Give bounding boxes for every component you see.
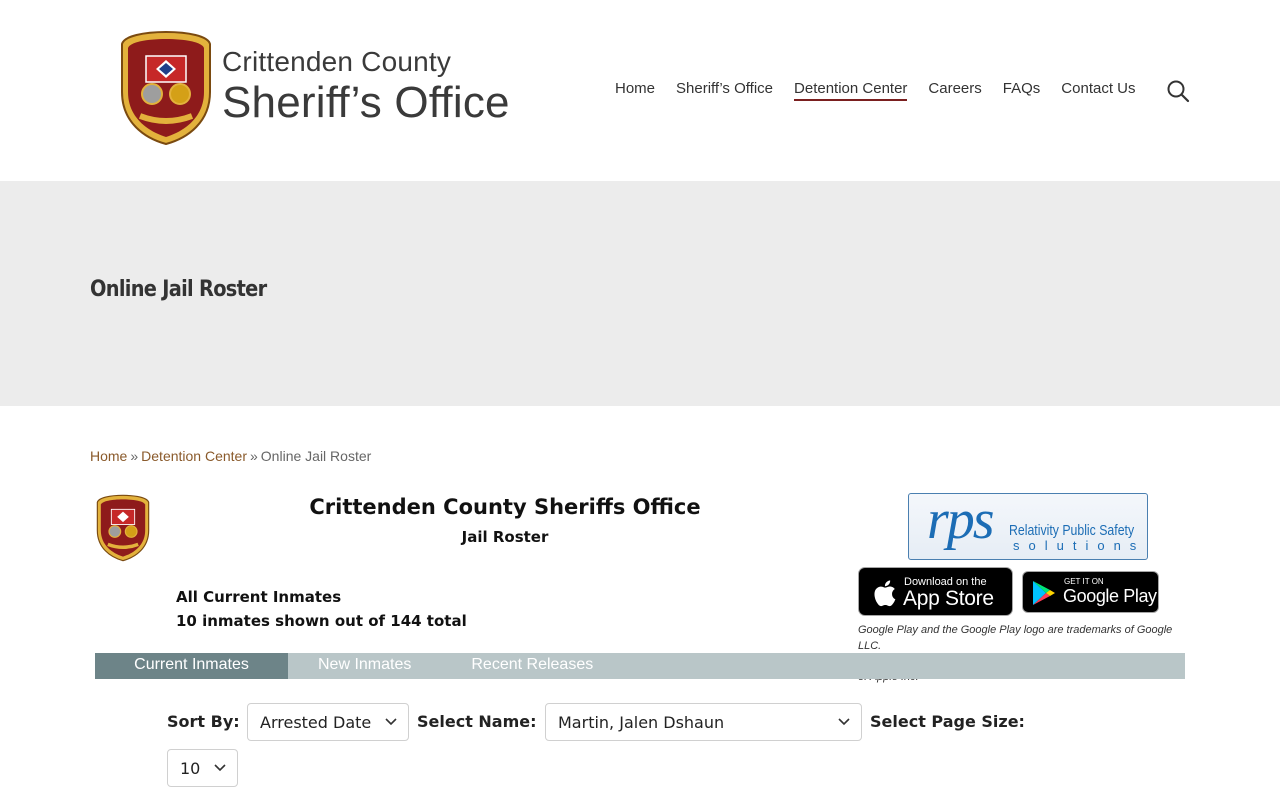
rps-logo-line2: solutions <box>1013 538 1146 553</box>
google-play-button[interactable] <box>1022 571 1159 613</box>
page-size-label: Select Page Size: <box>870 712 1025 731</box>
search-icon[interactable] <box>1166 79 1190 103</box>
nav-sheriffs-office[interactable]: Sheriff’s Office <box>676 80 774 97</box>
roster-tabs <box>95 653 1185 679</box>
nav-careers[interactable]: Careers <box>928 80 982 97</box>
rps-logo-line1: Relativity Public Safety <box>1009 522 1135 539</box>
breadcrumb <box>90 448 371 464</box>
breadcrumb-home[interactable]: Home <box>90 448 128 464</box>
breadcrumb-current: Online Jail Roster <box>260 448 372 464</box>
app-store-big-text: App Store <box>903 587 994 610</box>
roster-subtitle: Jail Roster <box>461 528 549 546</box>
breadcrumb-detention-center[interactable]: Detention Center <box>141 448 247 464</box>
app-store-button[interactable] <box>858 567 1013 616</box>
sort-by-select[interactable] <box>247 703 409 741</box>
inmate-filter-label: All Current Inmates <box>176 588 342 606</box>
page-hero <box>0 181 1280 406</box>
tab-current-inmates[interactable]: Current Inmates <box>95 653 288 679</box>
sort-by-label: Sort By: <box>167 712 240 731</box>
tab-new-inmates[interactable]: New Inmates <box>318 656 412 673</box>
sort-by-value: Arrested Date <box>260 713 372 732</box>
site-logo-link[interactable] <box>118 30 508 150</box>
logo-text-line1: Crittenden County <box>222 46 452 77</box>
main-nav <box>615 80 1157 101</box>
site-header <box>0 0 1280 181</box>
google-trademark-notice: Google Play and the Google Play logo are trademarks of Google LLC. <box>858 624 1173 652</box>
breadcrumb-separator: » <box>130 448 139 464</box>
sheriff-badge-small-icon <box>95 494 151 562</box>
breadcrumb-separator: » <box>250 448 258 464</box>
page-title: Online Jail Roster <box>90 277 267 302</box>
app-store-small-text: Download on the <box>904 576 987 588</box>
page-size-value: 10 <box>180 759 201 778</box>
select-name-value: Martin, Jalen Dshaun <box>558 713 725 732</box>
rps-logo-mark: rps <box>927 493 993 551</box>
select-name-label: Select Name: <box>417 712 537 731</box>
nav-faqs[interactable]: FAQs <box>1002 80 1041 97</box>
nav-contact-us[interactable]: Contact Us <box>1061 80 1136 97</box>
chevron-down-icon <box>837 714 851 728</box>
roster-title: Crittenden County Sheriffs Office <box>309 495 701 519</box>
nav-home[interactable]: Home <box>615 80 656 97</box>
chevron-down-icon <box>213 760 227 774</box>
rps-logo[interactable] <box>908 493 1148 560</box>
google-play-small-text: GET IT ON <box>1064 577 1104 586</box>
google-play-icon <box>1032 580 1056 606</box>
page-size-select[interactable] <box>167 749 238 787</box>
chevron-down-icon <box>384 714 398 728</box>
apple-icon <box>871 578 897 608</box>
select-name-select[interactable] <box>545 703 862 741</box>
google-play-big-text: Google Play <box>1063 586 1157 606</box>
logo-text-line2: Sheriff’s Office <box>222 78 510 127</box>
sheriff-badge-icon <box>118 30 214 146</box>
tab-recent-releases[interactable]: Recent Releases <box>471 656 594 673</box>
nav-detention-center[interactable]: Detention Center <box>794 80 907 101</box>
inmate-count: 10 inmates shown out of 144 total <box>176 612 467 630</box>
